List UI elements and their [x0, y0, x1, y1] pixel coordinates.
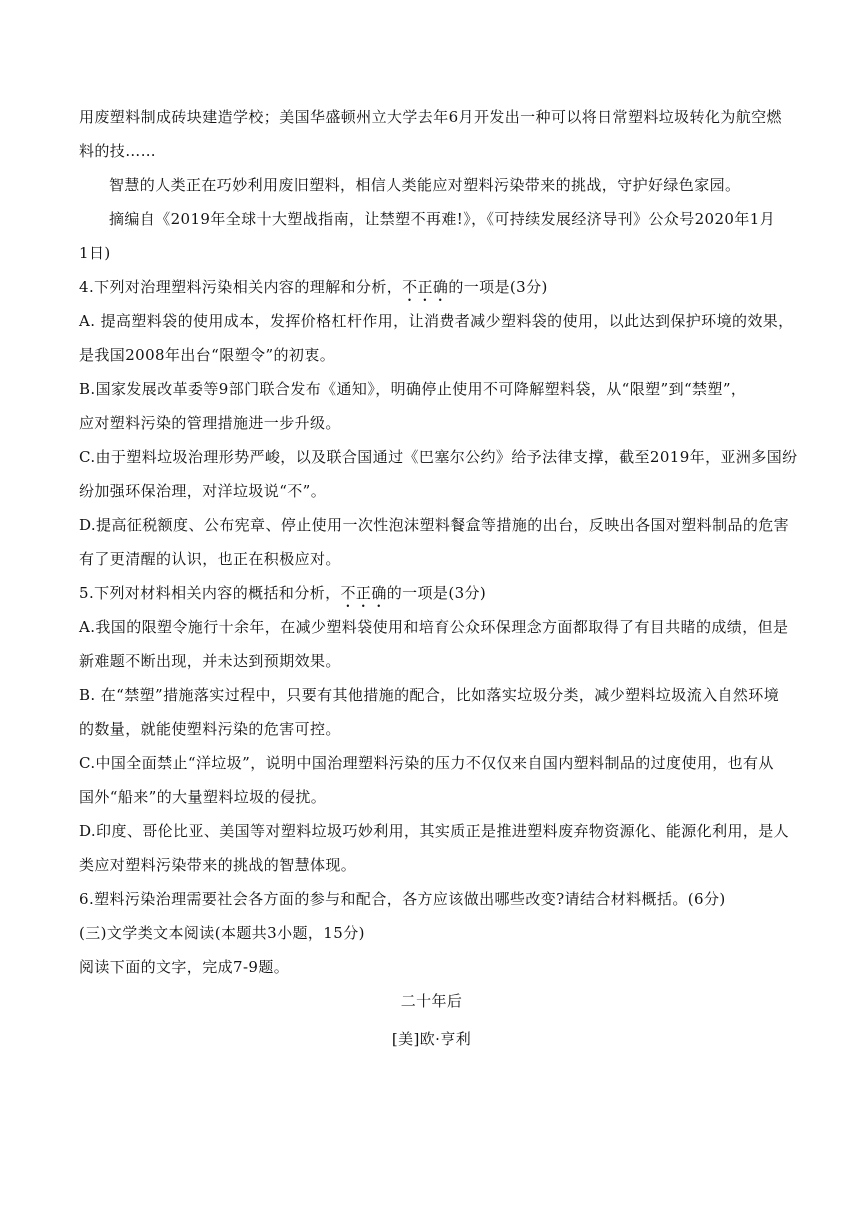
question-4-option-a-line-1: A. 提高塑料袋的使用成本，发挥价格杠杆作用，让消费者减少塑料袋的使用，以此达到保护环境的效果，	[79, 312, 794, 330]
question-4-option-b-line-2: 应对塑料污染的管理措施进一步升级。	[79, 414, 341, 432]
question-4-option-d-line-1: D.提高征税额度、公布宪章、停止使用一次性泡沫塑料餐盒等措施的出台，反映出各国对塑料制品的危害	[79, 516, 790, 534]
question-6-stem: 6.塑料污染治理需要社会各方面的参与和配合，各方应该做出哪些改变?请结合材料概括。(6分)	[79, 890, 726, 908]
question-4-stem-pre: 4.下列对治理塑料污染相关内容的理解和分析，	[79, 278, 403, 296]
question-4-option-b-line-1: B.国家发展改革委等9部门联合发布《通知》，明确停止使用不可降解塑料袋，从“限塑”到“禁塑”，	[79, 380, 747, 398]
question-5-option-b-line-2: 的数量，就能使塑料污染的危害可控。	[79, 720, 341, 738]
question-5-stem-post: 的一项是(3分)	[386, 584, 487, 602]
question-5-option-d-line-1: D.印度、哥伦比亚、美国等对塑料垃圾巧妙利用，其实质正是推进塑料废弃物资源化、能源化利用，是人	[79, 822, 790, 840]
question-5-option-b-line-1: B. 在“禁塑”措施落实过程中，只要有其他措施的配合，比如落实垃圾分类，减少塑料垃圾流入自然环境	[79, 686, 780, 704]
question-4-stem-post: 的一项是(3分)	[448, 278, 548, 296]
question-4-option-c-line-1: C.由于塑料垃圾治理形势严峻，以及联合国通过《巴塞尔公约》给予法律支撑，截至2019年，亚洲多国纷	[79, 448, 798, 466]
question-4-option-a-line-2: 是我国2008年出台“限塑令”的初衷。	[79, 346, 336, 364]
story-author: [美]欧·亨利	[391, 1030, 472, 1048]
story-title: 二十年后	[400, 992, 463, 1010]
question-4-option-d-line-2: 有了更清醒的认识，也正在积极应对。	[79, 550, 341, 568]
question-5-option-a-line-1: A.我国的限塑令施行十余年，在减少塑料袋使用和培育公众环保理念方面都取得了有目共睹的成绩，但是	[79, 618, 789, 636]
material-source-line-2: 1日)	[79, 244, 111, 262]
section-3-instruction: 阅读下面的文字，完成7-9题。	[79, 958, 290, 976]
question-5-stem-pre: 5.下列对材料相关内容的概括和分析，	[79, 584, 341, 602]
material-source-line-1: 摘编自《2019年全球十大塑战指南，让禁塑不再难!》，《可持续发展经济导刊》公众号2020年1月	[109, 210, 776, 228]
question-5-option-d-line-2: 类应对塑料污染带来的挑战的智慧体现。	[79, 856, 357, 874]
question-4-option-c-line-2: 纷加强环保治理，对洋垃圾说“不”。	[79, 482, 327, 500]
question-5-option-a-line-2: 新难题不断出现，并未达到预期效果。	[79, 652, 341, 670]
document-page	[79, 100, 798, 1056]
question-4-emphasis: 不正确	[402, 278, 449, 296]
question-5-stem	[79, 576, 784, 610]
material-line-2: 料的技……	[79, 142, 157, 160]
question-4-stem	[79, 270, 784, 304]
material-line-1: 用废塑料制成砖块建造学校；美国华盛顿州立大学去年6月开发出一种可以将日常塑料垃圾转化为航空燃	[79, 108, 782, 126]
question-5-option-c-line-2: 国外“船来”的大量塑料垃圾的侵扰。	[79, 788, 327, 806]
question-5-emphasis: 不正确	[340, 584, 387, 602]
question-5-option-c-line-1: C.中国全面禁止“洋垃圾”，说明中国治理塑料污染的压力不仅仅来自国内塑料制品的过度使用，也有从	[79, 754, 774, 772]
material-conclusion: 智慧的人类正在巧妙利用废旧塑料，相信人类能应对塑料污染带来的挑战，守护好绿色家园。	[109, 176, 741, 194]
section-3-heading: (三)文学类文本阅读(本题共3小题，15分)	[79, 924, 365, 942]
